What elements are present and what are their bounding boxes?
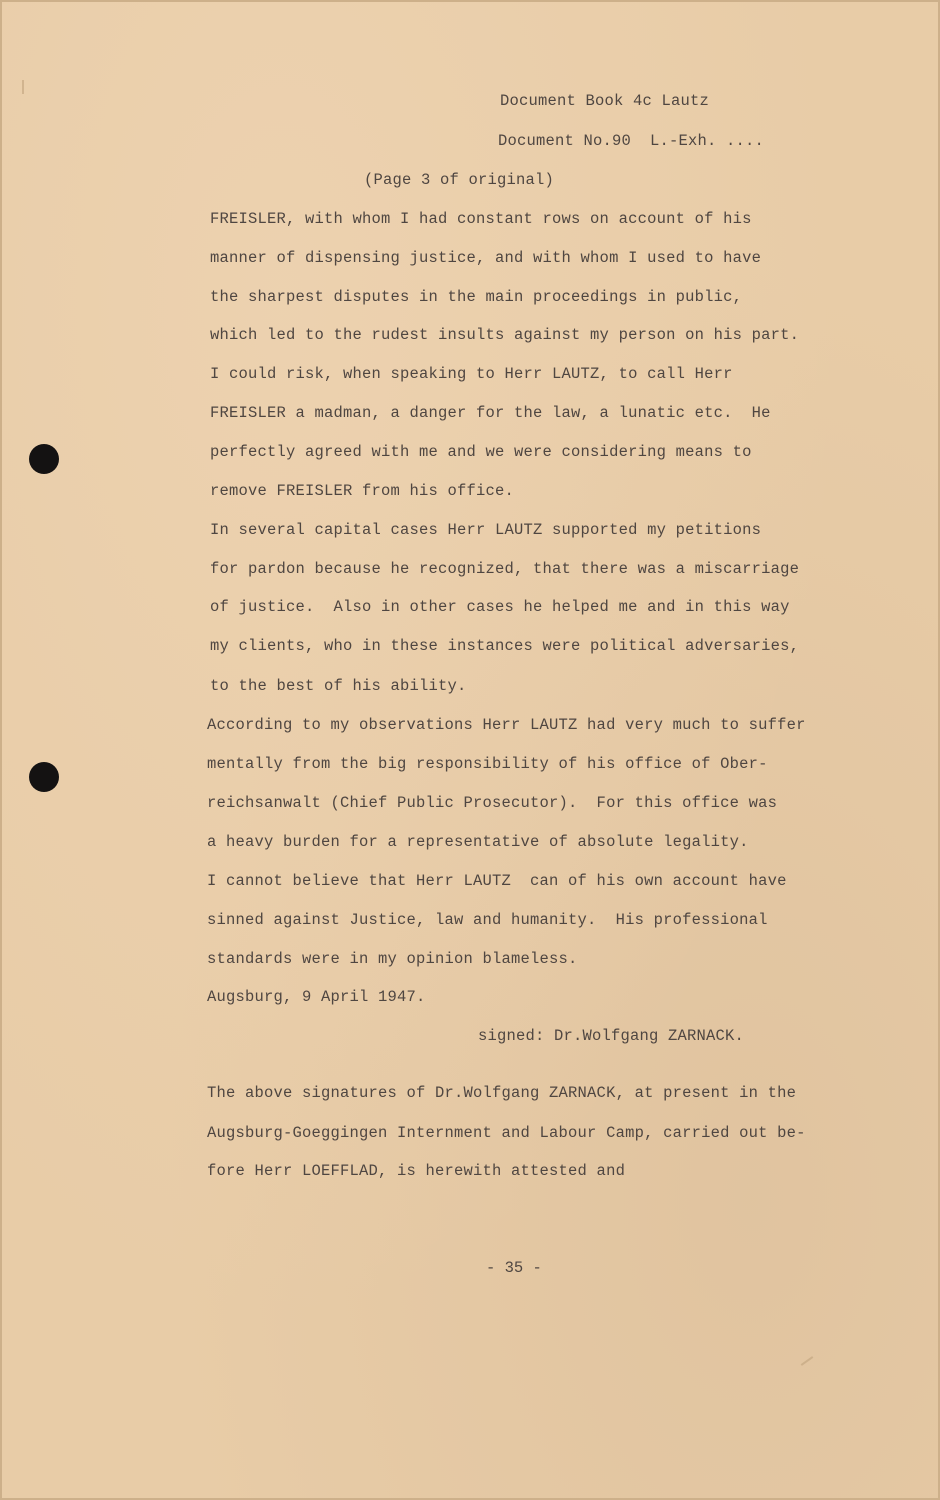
body-line: According to my observations Herr LAUTZ had very much to suffer (207, 716, 806, 734)
document-number-heading: Document No.90 L.-Exh. .... (498, 132, 765, 150)
signature-line: signed: Dr.Wolfgang ZARNACK. (478, 1027, 745, 1045)
body-line: remove FREISLER from his office. (210, 482, 515, 500)
body-line: I could risk, when speaking to Herr LAUTZ, to call Herr (210, 365, 733, 383)
attestation-line: fore Herr LOEFFLAD, is herewith attested and (207, 1162, 626, 1180)
body-line: standards were in my opinion blameless. (207, 950, 578, 968)
attestation-line: Augsburg-Goeggingen Internment and Labour Camp, carried out be- (207, 1124, 806, 1142)
punch-hole-top (29, 444, 59, 474)
body-line: reichsanwalt (Chief Public Prosecutor). For this office was (207, 794, 778, 812)
body-line: mentally from the big responsibility of his office of Ober- (207, 755, 768, 773)
punch-hole-bottom (29, 762, 59, 792)
document-book-heading: Document Book 4c Lautz (500, 92, 710, 110)
body-line: to the best of his ability. (210, 677, 467, 695)
attestation-line: The above signatures of Dr.Wolfgang ZARNACK, at present in the (207, 1084, 797, 1102)
page-number: - 35 - (486, 1259, 542, 1277)
body-line: for pardon because he recognized, that there was a miscarriage (210, 560, 800, 578)
date-line: Augsburg, 9 April 1947. (207, 988, 426, 1006)
body-line: a heavy burden for a representative of absolute legality. (207, 833, 749, 851)
body-line: manner of dispensing justice, and with whom I used to have (210, 249, 762, 267)
page-of-original-note: (Page 3 of original) (364, 171, 555, 189)
body-line: perfectly agreed with me and we were considering means to (210, 443, 752, 461)
paper-mark (22, 80, 24, 94)
paper-mark (801, 1356, 814, 1366)
body-line: FREISLER a madman, a danger for the law, a lunatic etc. He (210, 404, 771, 422)
body-line: I cannot believe that Herr LAUTZ can of his own account have (207, 872, 787, 890)
body-line: the sharpest disputes in the main proceedings in public, (210, 288, 743, 306)
body-line: of justice. Also in other cases he helped me and in this way (210, 598, 790, 616)
body-line: FREISLER, with whom I had constant rows on account of his (210, 210, 752, 228)
body-line: sinned against Justice, law and humanity. His professional (207, 911, 768, 929)
body-line: In several capital cases Herr LAUTZ supported my petitions (210, 521, 762, 539)
body-line: my clients, who in these instances were political adversaries, (210, 637, 800, 655)
body-line: which led to the rudest insults against my person on his part. (210, 326, 800, 344)
